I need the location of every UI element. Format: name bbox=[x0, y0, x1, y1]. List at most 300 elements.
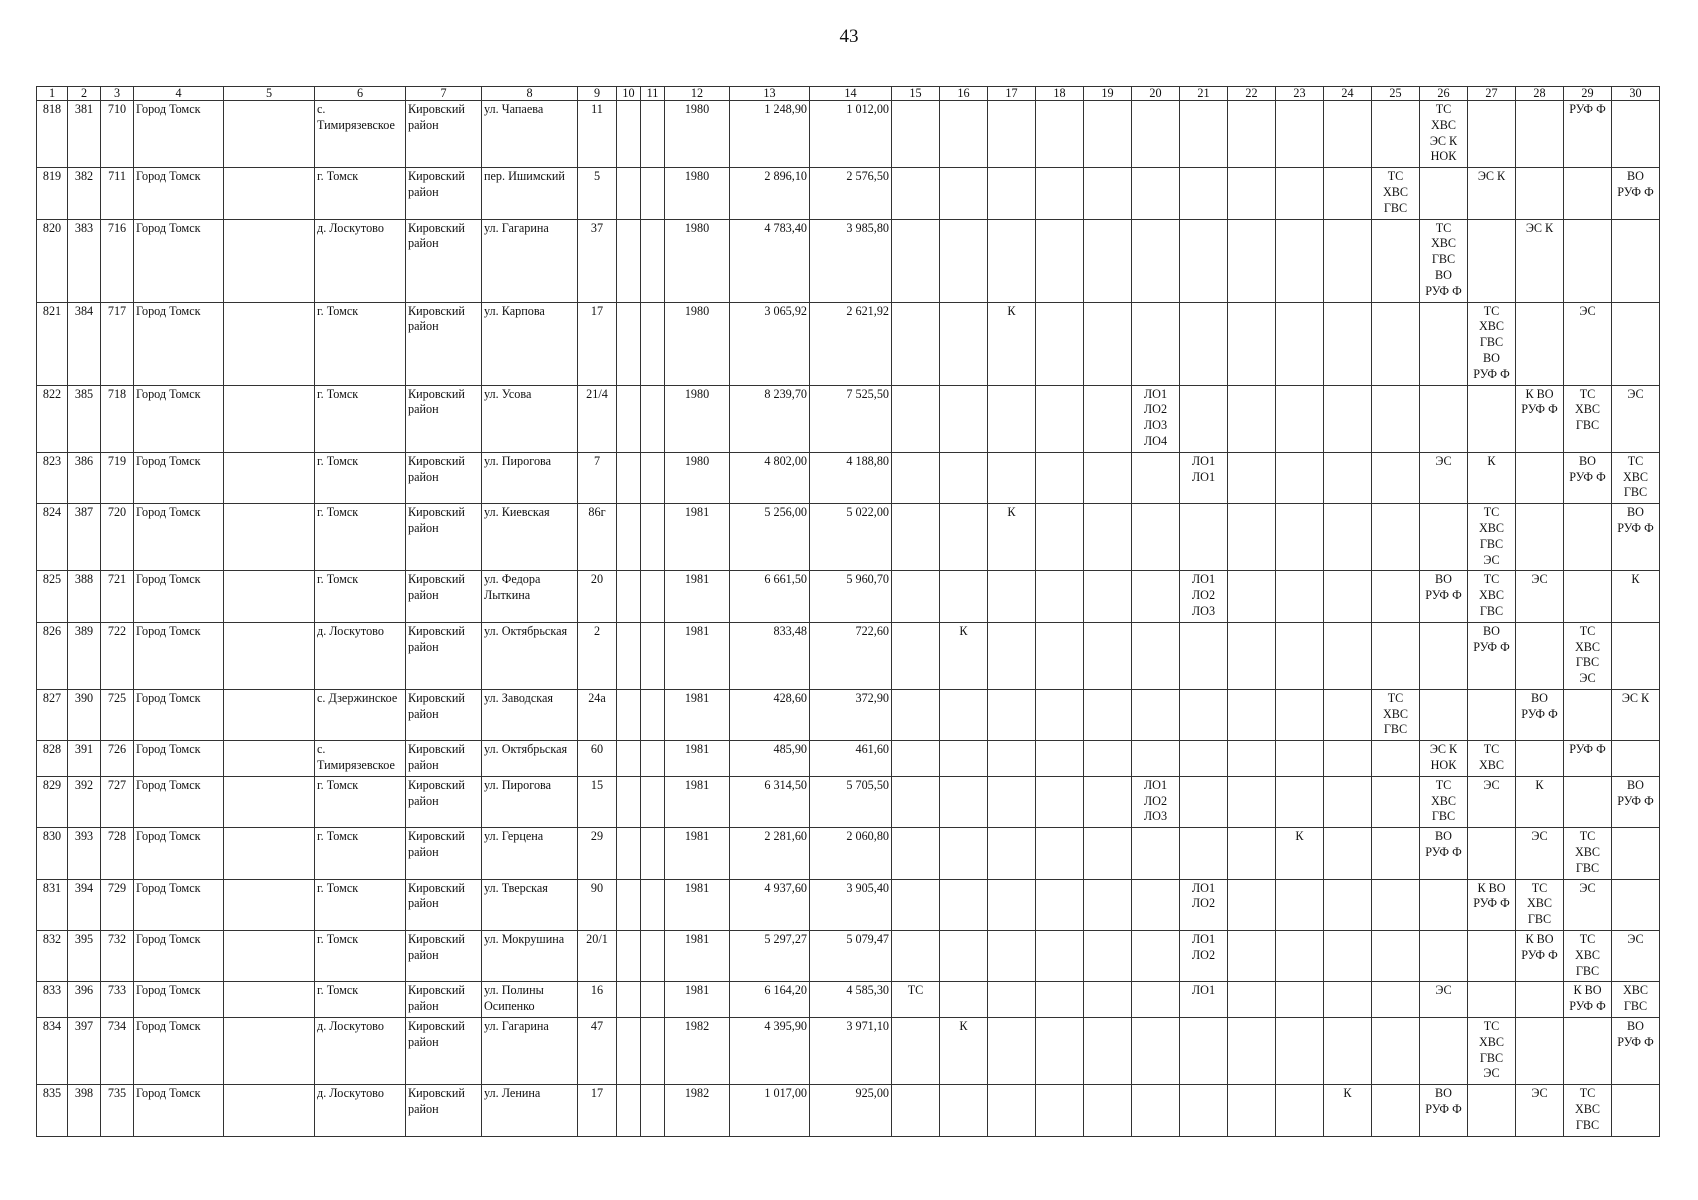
column-header-18: 18 bbox=[1036, 87, 1084, 101]
cell-col-20 bbox=[1132, 689, 1180, 740]
cell-col-6: г. Томск bbox=[315, 385, 406, 452]
cell-col-21: ЛО1 bbox=[1180, 982, 1228, 1018]
cell-col-7: Кировский район bbox=[406, 622, 482, 689]
cell-col-5 bbox=[224, 741, 315, 777]
cell-col-28: ЭС К bbox=[1516, 219, 1564, 302]
cell-col-18 bbox=[1036, 571, 1084, 622]
cell-col-24 bbox=[1324, 452, 1372, 503]
cell-col-8: ул. Пирогова bbox=[482, 776, 578, 827]
cell-col-3: 717 bbox=[101, 302, 134, 385]
cell-col-2: 387 bbox=[68, 504, 101, 571]
cell-col-11 bbox=[641, 828, 665, 879]
table-row bbox=[37, 302, 1660, 385]
cell-col-19 bbox=[1084, 879, 1132, 930]
column-header-22: 22 bbox=[1228, 87, 1276, 101]
cell-col-13: 6 314,50 bbox=[730, 776, 810, 827]
cell-col-10 bbox=[617, 101, 641, 168]
cell-col-7: Кировский район bbox=[406, 219, 482, 302]
cell-col-13: 6 661,50 bbox=[730, 571, 810, 622]
cell-col-30 bbox=[1612, 219, 1660, 302]
cell-col-28: К ВО РУФ Ф bbox=[1516, 385, 1564, 452]
cell-col-21 bbox=[1180, 776, 1228, 827]
column-header-27: 27 bbox=[1468, 87, 1516, 101]
cell-col-13: 428,60 bbox=[730, 689, 810, 740]
cell-col-2: 389 bbox=[68, 622, 101, 689]
cell-col-23 bbox=[1276, 1085, 1324, 1136]
cell-col-1: 818 bbox=[37, 101, 68, 168]
cell-col-14: 2 621,92 bbox=[810, 302, 892, 385]
cell-col-25 bbox=[1372, 219, 1420, 302]
cell-col-7: Кировский район bbox=[406, 879, 482, 930]
cell-col-27: ТС ХВС ГВС ЭС bbox=[1468, 1018, 1516, 1085]
cell-col-25 bbox=[1372, 982, 1420, 1018]
cell-col-7: Кировский район bbox=[406, 931, 482, 982]
cell-col-26: ЭС К НОК bbox=[1420, 741, 1468, 777]
cell-col-10 bbox=[617, 982, 641, 1018]
cell-col-17 bbox=[988, 689, 1036, 740]
cell-col-30 bbox=[1612, 101, 1660, 168]
cell-col-13: 5 256,00 bbox=[730, 504, 810, 571]
cell-col-4: Город Томск bbox=[134, 689, 224, 740]
cell-col-9: 60 bbox=[578, 741, 617, 777]
cell-col-29: ТС ХВС ГВС ЭС bbox=[1564, 622, 1612, 689]
cell-col-4: Город Томск bbox=[134, 741, 224, 777]
cell-col-26: ЭС bbox=[1420, 452, 1468, 503]
cell-col-24 bbox=[1324, 828, 1372, 879]
cell-col-2: 396 bbox=[68, 982, 101, 1018]
cell-col-28 bbox=[1516, 741, 1564, 777]
cell-col-14: 3 971,10 bbox=[810, 1018, 892, 1085]
cell-col-12: 1981 bbox=[665, 828, 730, 879]
cell-col-16: К bbox=[940, 1018, 988, 1085]
cell-col-5 bbox=[224, 219, 315, 302]
cell-col-1: 821 bbox=[37, 302, 68, 385]
cell-col-30: ВО РУФ Ф bbox=[1612, 776, 1660, 827]
column-header-11: 11 bbox=[641, 87, 665, 101]
cell-col-6: г. Томск bbox=[315, 571, 406, 622]
cell-col-25: ТС ХВС ГВС bbox=[1372, 689, 1420, 740]
cell-col-24 bbox=[1324, 219, 1372, 302]
cell-col-15 bbox=[892, 741, 940, 777]
cell-col-9: 86г bbox=[578, 504, 617, 571]
cell-col-10 bbox=[617, 168, 641, 219]
cell-col-21: ЛО1 ЛО2 ЛО3 bbox=[1180, 571, 1228, 622]
cell-col-10 bbox=[617, 828, 641, 879]
cell-col-21 bbox=[1180, 689, 1228, 740]
cell-col-24 bbox=[1324, 622, 1372, 689]
cell-col-28: К bbox=[1516, 776, 1564, 827]
cell-col-17: К bbox=[988, 302, 1036, 385]
cell-col-15 bbox=[892, 879, 940, 930]
cell-col-9: 16 bbox=[578, 982, 617, 1018]
cell-col-29 bbox=[1564, 689, 1612, 740]
cell-col-7: Кировский район bbox=[406, 302, 482, 385]
cell-col-20 bbox=[1132, 879, 1180, 930]
cell-col-9: 7 bbox=[578, 452, 617, 503]
cell-col-30: ЭС К bbox=[1612, 689, 1660, 740]
cell-col-15 bbox=[892, 1018, 940, 1085]
cell-col-21 bbox=[1180, 101, 1228, 168]
cell-col-14: 4 188,80 bbox=[810, 452, 892, 503]
cell-col-30: ВО РУФ Ф bbox=[1612, 504, 1660, 571]
column-header-15: 15 bbox=[892, 87, 940, 101]
cell-col-20 bbox=[1132, 571, 1180, 622]
cell-col-28: К ВО РУФ Ф bbox=[1516, 931, 1564, 982]
column-header-16: 16 bbox=[940, 87, 988, 101]
cell-col-24 bbox=[1324, 879, 1372, 930]
cell-col-30: ЭС bbox=[1612, 931, 1660, 982]
cell-col-15 bbox=[892, 689, 940, 740]
cell-col-10 bbox=[617, 385, 641, 452]
cell-col-15 bbox=[892, 452, 940, 503]
cell-col-26: ВО РУФ Ф bbox=[1420, 571, 1468, 622]
cell-col-2: 397 bbox=[68, 1018, 101, 1085]
cell-col-23 bbox=[1276, 879, 1324, 930]
cell-col-12: 1982 bbox=[665, 1018, 730, 1085]
cell-col-25 bbox=[1372, 931, 1420, 982]
cell-col-26: ВО РУФ Ф bbox=[1420, 1085, 1468, 1136]
cell-col-27: К ВО РУФ Ф bbox=[1468, 879, 1516, 930]
cell-col-3: 734 bbox=[101, 1018, 134, 1085]
cell-col-13: 833,48 bbox=[730, 622, 810, 689]
column-header-19: 19 bbox=[1084, 87, 1132, 101]
cell-col-28 bbox=[1516, 504, 1564, 571]
cell-col-23 bbox=[1276, 302, 1324, 385]
cell-col-18 bbox=[1036, 741, 1084, 777]
cell-col-16: К bbox=[940, 622, 988, 689]
cell-col-8: ул. Гагарина bbox=[482, 219, 578, 302]
cell-col-4: Город Томск bbox=[134, 1018, 224, 1085]
table-row bbox=[37, 879, 1660, 930]
cell-col-6: г. Томск bbox=[315, 168, 406, 219]
cell-col-20 bbox=[1132, 741, 1180, 777]
cell-col-8: ул. Усова bbox=[482, 385, 578, 452]
cell-col-1: 833 bbox=[37, 982, 68, 1018]
table-row bbox=[37, 219, 1660, 302]
cell-col-15 bbox=[892, 385, 940, 452]
cell-col-16 bbox=[940, 452, 988, 503]
cell-col-29: ЭС bbox=[1564, 302, 1612, 385]
cell-col-28 bbox=[1516, 101, 1564, 168]
cell-col-27: ЭС К bbox=[1468, 168, 1516, 219]
cell-col-6: г. Томск bbox=[315, 828, 406, 879]
cell-col-7: Кировский район bbox=[406, 776, 482, 827]
cell-col-17 bbox=[988, 168, 1036, 219]
column-header-2: 2 bbox=[68, 87, 101, 101]
cell-col-21: ЛО1 ЛО2 bbox=[1180, 931, 1228, 982]
cell-col-11 bbox=[641, 1085, 665, 1136]
cell-col-15 bbox=[892, 1085, 940, 1136]
cell-col-18 bbox=[1036, 101, 1084, 168]
cell-col-2: 383 bbox=[68, 219, 101, 302]
column-header-24: 24 bbox=[1324, 87, 1372, 101]
cell-col-10 bbox=[617, 776, 641, 827]
table-row bbox=[37, 931, 1660, 982]
cell-col-1: 828 bbox=[37, 741, 68, 777]
cell-col-3: 710 bbox=[101, 101, 134, 168]
cell-col-19 bbox=[1084, 302, 1132, 385]
column-header-10: 10 bbox=[617, 87, 641, 101]
table-row bbox=[37, 982, 1660, 1018]
cell-col-7: Кировский район bbox=[406, 741, 482, 777]
cell-col-27 bbox=[1468, 385, 1516, 452]
cell-col-23 bbox=[1276, 689, 1324, 740]
cell-col-16 bbox=[940, 168, 988, 219]
column-header-14: 14 bbox=[810, 87, 892, 101]
cell-col-23 bbox=[1276, 168, 1324, 219]
cell-col-24 bbox=[1324, 504, 1372, 571]
cell-col-12: 1982 bbox=[665, 1085, 730, 1136]
cell-col-30: К bbox=[1612, 571, 1660, 622]
cell-col-28 bbox=[1516, 622, 1564, 689]
cell-col-25 bbox=[1372, 452, 1420, 503]
cell-col-6: г. Томск bbox=[315, 504, 406, 571]
cell-col-26: ЭС bbox=[1420, 982, 1468, 1018]
table-body bbox=[37, 101, 1660, 1137]
cell-col-3: 729 bbox=[101, 879, 134, 930]
cell-col-26 bbox=[1420, 931, 1468, 982]
cell-col-21: ЛО1 ЛО2 bbox=[1180, 879, 1228, 930]
cell-col-16 bbox=[940, 1085, 988, 1136]
cell-col-26 bbox=[1420, 302, 1468, 385]
cell-col-14: 5 022,00 bbox=[810, 504, 892, 571]
cell-col-22 bbox=[1228, 622, 1276, 689]
cell-col-11 bbox=[641, 452, 665, 503]
cell-col-19 bbox=[1084, 504, 1132, 571]
cell-col-24: К bbox=[1324, 1085, 1372, 1136]
cell-col-23 bbox=[1276, 982, 1324, 1018]
cell-col-26: ТС ХВС ГВС bbox=[1420, 776, 1468, 827]
cell-col-1: 820 bbox=[37, 219, 68, 302]
cell-col-11 bbox=[641, 168, 665, 219]
cell-col-11 bbox=[641, 982, 665, 1018]
cell-col-10 bbox=[617, 504, 641, 571]
cell-col-25 bbox=[1372, 1018, 1420, 1085]
cell-col-6: г. Томск bbox=[315, 452, 406, 503]
cell-col-12: 1981 bbox=[665, 622, 730, 689]
cell-col-17 bbox=[988, 982, 1036, 1018]
cell-col-16 bbox=[940, 302, 988, 385]
column-header-20: 20 bbox=[1132, 87, 1180, 101]
cell-col-24 bbox=[1324, 776, 1372, 827]
cell-col-17 bbox=[988, 219, 1036, 302]
cell-col-27: ТС ХВС ГВС ВО РУФ Ф bbox=[1468, 302, 1516, 385]
cell-col-10 bbox=[617, 219, 641, 302]
cell-col-28 bbox=[1516, 302, 1564, 385]
cell-col-20 bbox=[1132, 168, 1180, 219]
column-header-29: 29 bbox=[1564, 87, 1612, 101]
cell-col-2: 381 bbox=[68, 101, 101, 168]
cell-col-21 bbox=[1180, 1018, 1228, 1085]
cell-col-28 bbox=[1516, 982, 1564, 1018]
cell-col-6: г. Томск bbox=[315, 302, 406, 385]
cell-col-19 bbox=[1084, 168, 1132, 219]
cell-col-15 bbox=[892, 571, 940, 622]
cell-col-16 bbox=[940, 982, 988, 1018]
cell-col-24 bbox=[1324, 982, 1372, 1018]
cell-col-8: ул. Октябрьская bbox=[482, 622, 578, 689]
cell-col-10 bbox=[617, 1018, 641, 1085]
header-row bbox=[37, 87, 1660, 101]
cell-col-4: Город Томск bbox=[134, 504, 224, 571]
cell-col-18 bbox=[1036, 385, 1084, 452]
cell-col-26: ТС ХВС ГВС ВО РУФ Ф bbox=[1420, 219, 1468, 302]
cell-col-9: 20/1 bbox=[578, 931, 617, 982]
cell-col-24 bbox=[1324, 101, 1372, 168]
cell-col-27 bbox=[1468, 1085, 1516, 1136]
cell-col-14: 3 985,80 bbox=[810, 219, 892, 302]
cell-col-14: 372,90 bbox=[810, 689, 892, 740]
cell-col-27 bbox=[1468, 828, 1516, 879]
cell-col-25 bbox=[1372, 741, 1420, 777]
cell-col-2: 393 bbox=[68, 828, 101, 879]
cell-col-23 bbox=[1276, 1018, 1324, 1085]
cell-col-15 bbox=[892, 504, 940, 571]
cell-col-18 bbox=[1036, 931, 1084, 982]
cell-col-12: 1981 bbox=[665, 689, 730, 740]
cell-col-1: 822 bbox=[37, 385, 68, 452]
cell-col-6: г. Томск bbox=[315, 879, 406, 930]
cell-col-11 bbox=[641, 385, 665, 452]
cell-col-2: 392 bbox=[68, 776, 101, 827]
cell-col-2: 390 bbox=[68, 689, 101, 740]
cell-col-20 bbox=[1132, 931, 1180, 982]
cell-col-1: 831 bbox=[37, 879, 68, 930]
cell-col-16 bbox=[940, 828, 988, 879]
cell-col-25 bbox=[1372, 571, 1420, 622]
cell-col-29: РУФ Ф bbox=[1564, 101, 1612, 168]
cell-col-7: Кировский район bbox=[406, 982, 482, 1018]
cell-col-8: ул. Карпова bbox=[482, 302, 578, 385]
cell-col-13: 1 248,90 bbox=[730, 101, 810, 168]
cell-col-24 bbox=[1324, 302, 1372, 385]
cell-col-18 bbox=[1036, 622, 1084, 689]
cell-col-5 bbox=[224, 931, 315, 982]
cell-col-11 bbox=[641, 879, 665, 930]
cell-col-16 bbox=[940, 219, 988, 302]
cell-col-14: 2 060,80 bbox=[810, 828, 892, 879]
cell-col-20 bbox=[1132, 828, 1180, 879]
table-row bbox=[37, 571, 1660, 622]
cell-col-3: 728 bbox=[101, 828, 134, 879]
cell-col-20: ЛО1 ЛО2 ЛО3 ЛО4 bbox=[1132, 385, 1180, 452]
cell-col-7: Кировский район bbox=[406, 1018, 482, 1085]
cell-col-18 bbox=[1036, 982, 1084, 1018]
cell-col-16 bbox=[940, 689, 988, 740]
cell-col-7: Кировский район bbox=[406, 1085, 482, 1136]
cell-col-19 bbox=[1084, 219, 1132, 302]
cell-col-22 bbox=[1228, 302, 1276, 385]
cell-col-21 bbox=[1180, 828, 1228, 879]
cell-col-9: 24а bbox=[578, 689, 617, 740]
cell-col-17 bbox=[988, 931, 1036, 982]
cell-col-1: 825 bbox=[37, 571, 68, 622]
cell-col-26 bbox=[1420, 622, 1468, 689]
cell-col-29: ЭС bbox=[1564, 879, 1612, 930]
cell-col-29: ТС ХВС ГВС bbox=[1564, 385, 1612, 452]
cell-col-19 bbox=[1084, 931, 1132, 982]
cell-col-6: с. Тимирязевское bbox=[315, 741, 406, 777]
cell-col-9: 5 bbox=[578, 168, 617, 219]
cell-col-5 bbox=[224, 452, 315, 503]
cell-col-15 bbox=[892, 219, 940, 302]
cell-col-12: 1980 bbox=[665, 452, 730, 503]
cell-col-2: 382 bbox=[68, 168, 101, 219]
column-header-4: 4 bbox=[134, 87, 224, 101]
cell-col-2: 388 bbox=[68, 571, 101, 622]
column-header-25: 25 bbox=[1372, 87, 1420, 101]
cell-col-16 bbox=[940, 776, 988, 827]
cell-col-15 bbox=[892, 931, 940, 982]
cell-col-29: ТС ХВС ГВС bbox=[1564, 1085, 1612, 1136]
cell-col-7: Кировский район bbox=[406, 689, 482, 740]
cell-col-18 bbox=[1036, 219, 1084, 302]
cell-col-4: Город Томск bbox=[134, 101, 224, 168]
cell-col-25 bbox=[1372, 504, 1420, 571]
column-header-13: 13 bbox=[730, 87, 810, 101]
cell-col-6: д. Лоскутово bbox=[315, 1085, 406, 1136]
cell-col-11 bbox=[641, 622, 665, 689]
cell-col-5 bbox=[224, 302, 315, 385]
cell-col-1: 829 bbox=[37, 776, 68, 827]
cell-col-6: д. Лоскутово bbox=[315, 219, 406, 302]
cell-col-13: 1 017,00 bbox=[730, 1085, 810, 1136]
cell-col-27: ТС ХВС bbox=[1468, 741, 1516, 777]
table-row bbox=[37, 504, 1660, 571]
cell-col-9: 47 bbox=[578, 1018, 617, 1085]
cell-col-26 bbox=[1420, 689, 1468, 740]
cell-col-22 bbox=[1228, 741, 1276, 777]
cell-col-25 bbox=[1372, 776, 1420, 827]
cell-col-28 bbox=[1516, 452, 1564, 503]
cell-col-8: ул. Федора Лыткина bbox=[482, 571, 578, 622]
cell-col-4: Город Томск bbox=[134, 828, 224, 879]
cell-col-19 bbox=[1084, 1085, 1132, 1136]
cell-col-14: 461,60 bbox=[810, 741, 892, 777]
table-row bbox=[37, 1085, 1660, 1136]
cell-col-17 bbox=[988, 452, 1036, 503]
cell-col-25 bbox=[1372, 1085, 1420, 1136]
cell-col-22 bbox=[1228, 219, 1276, 302]
cell-col-9: 20 bbox=[578, 571, 617, 622]
cell-col-4: Город Томск bbox=[134, 168, 224, 219]
cell-col-6: д. Лоскутово bbox=[315, 1018, 406, 1085]
cell-col-17 bbox=[988, 1018, 1036, 1085]
cell-col-1: 832 bbox=[37, 931, 68, 982]
cell-col-9: 11 bbox=[578, 101, 617, 168]
cell-col-30: ВО РУФ Ф bbox=[1612, 1018, 1660, 1085]
cell-col-11 bbox=[641, 101, 665, 168]
cell-col-19 bbox=[1084, 571, 1132, 622]
cell-col-4: Город Томск bbox=[134, 982, 224, 1018]
page-number: 43 bbox=[839, 26, 859, 47]
cell-col-16 bbox=[940, 385, 988, 452]
cell-col-18 bbox=[1036, 168, 1084, 219]
cell-col-26 bbox=[1420, 879, 1468, 930]
cell-col-23 bbox=[1276, 776, 1324, 827]
cell-col-29 bbox=[1564, 504, 1612, 571]
cell-col-28 bbox=[1516, 168, 1564, 219]
cell-col-26 bbox=[1420, 168, 1468, 219]
cell-col-22 bbox=[1228, 1018, 1276, 1085]
cell-col-22 bbox=[1228, 689, 1276, 740]
cell-col-4: Город Томск bbox=[134, 776, 224, 827]
cell-col-29 bbox=[1564, 776, 1612, 827]
cell-col-26 bbox=[1420, 1018, 1468, 1085]
cell-col-8: ул. Герцена bbox=[482, 828, 578, 879]
cell-col-22 bbox=[1228, 879, 1276, 930]
cell-col-11 bbox=[641, 302, 665, 385]
